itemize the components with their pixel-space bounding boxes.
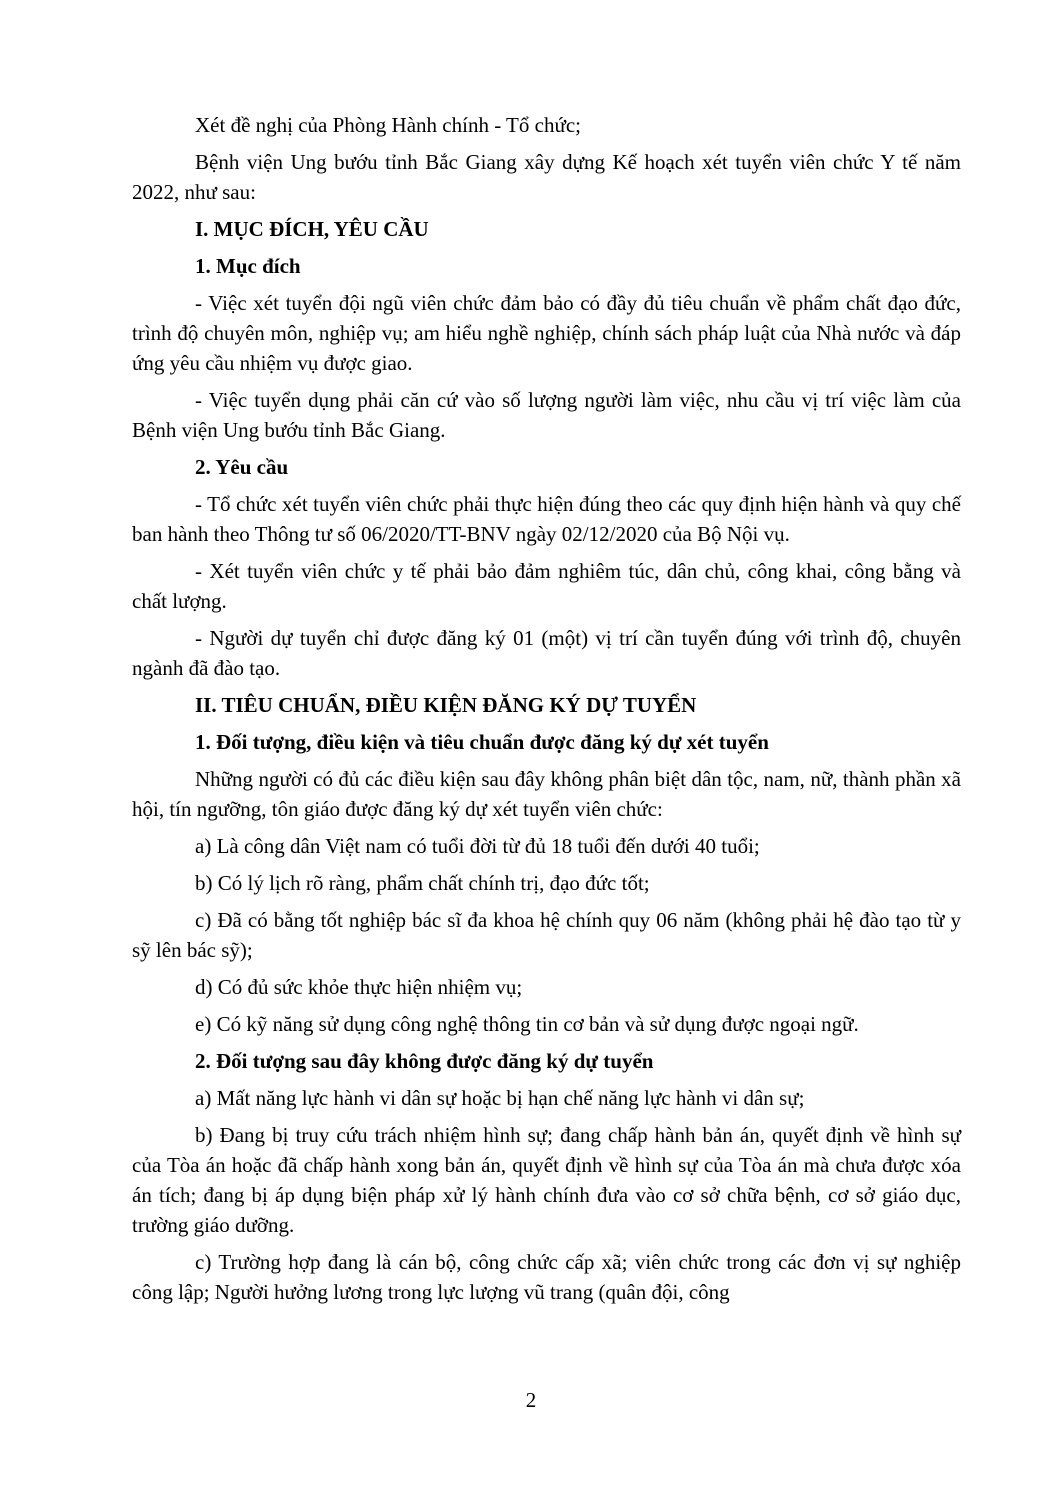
document-body	[132, 110, 961, 1314]
subheading-requirements: 2. Yêu cầu	[195, 455, 289, 479]
eligibility-item: e) Có kỹ năng sử dụng công nghệ thông tin cơ bản và sử dụng được ngoại ngữ.	[195, 1012, 859, 1036]
ineligibility-item: a) Mất năng lực hành vi dân sự hoặc bị hạn chế năng lực hành vi dân sự;	[195, 1086, 805, 1110]
requirement-item: - Người dự tuyển chỉ được đăng ký 01 (một) vị trí cần tuyển đúng với trình độ, chuyên ngành đã đào tạo.	[132, 626, 961, 680]
eligibility-intro: Những người có đủ các điều kiện sau đây không phân biệt dân tộc, nam, nữ, thành phần xã hội, tín ngưỡng, tôn giáo được đăng ký dự xét tuyển viên chức:	[132, 767, 961, 821]
ineligibility-item: c) Trường hợp đang là cán bộ, công chức cấp xã; viên chức trong các đơn vị sự nghiệp công lập; Người hưởng lương trong lực lượng vũ trang (quân đội, công	[132, 1250, 961, 1304]
purpose-item: - Việc xét tuyển đội ngũ viên chức đảm bảo có đầy đủ tiêu chuẩn về phẩm chất đạo đức, trình độ chuyên môn, nghiệp vụ; am hiểu nghề nghiệp, chính sách pháp luật của Nhà nước và đáp ứng yêu cầu nhiệm vụ được giao.	[132, 291, 961, 375]
subheading-purpose: 1. Mục đích	[195, 254, 301, 278]
subheading-ineligible-candidates: 2. Đối tượng sau đây không được đăng ký dự tuyển	[195, 1049, 654, 1073]
purpose-item: - Việc tuyển dụng phải căn cứ vào số lượng người làm việc, nhu cầu vị trí việc làm của Bệnh viện Ung bướu tỉnh Bắc Giang.	[132, 388, 961, 442]
section-heading-criteria: II. TIÊU CHUẨN, ĐIỀU KIỆN ĐĂNG KÝ DỰ TUYỂN	[195, 693, 697, 717]
section-heading-purpose-requirements: I. MỤC ĐÍCH, YÊU CẦU	[195, 217, 429, 241]
eligibility-item: c) Đã có bằng tốt nghiệp bác sĩ đa khoa hệ chính quy 06 năm (không phải hệ đào tạo từ y sỹ lên bác sỹ);	[132, 908, 961, 962]
eligibility-item: b) Có lý lịch rõ ràng, phẩm chất chính trị, đạo đức tốt;	[195, 871, 650, 895]
page-number: 2	[525, 1388, 537, 1412]
eligibility-item: a) Là công dân Việt nam có tuổi đời từ đủ 18 tuổi đến dưới 40 tuổi;	[195, 834, 760, 858]
requirement-item: - Tổ chức xét tuyển viên chức phải thực hiện đúng theo các quy định hiện hành và quy chế ban hành theo Thông tư số 06/2020/TT-BNV ngày 02/12/2020 của Bộ Nội vụ.	[132, 492, 961, 546]
plan-paragraph: Bệnh viện Ung bướu tỉnh Bắc Giang xây dựng Kế hoạch xét tuyển viên chức Y tế năm 2022, như sau:	[132, 150, 961, 204]
ineligibility-item: b) Đang bị truy cứu trách nhiệm hình sự; đang chấp hành bản án, quyết định về hình sự của Tòa án hoặc đã chấp hành xong bản án, quyết định về hình sự của Tòa án mà chưa được xóa án tích; đang bị áp dụng biện pháp xử lý hành chính đưa vào cơ sở chữa bệnh, cơ sở giáo dục, trường giáo dưỡng.	[132, 1123, 961, 1237]
requirement-item: - Xét tuyển viên chức y tế phải bảo đảm nghiêm túc, dân chủ, công khai, công bằng và chất lượng.	[132, 559, 961, 613]
subheading-eligible-candidates: 1. Đối tượng, điều kiện và tiêu chuẩn được đăng ký dự xét tuyển	[195, 730, 769, 754]
eligibility-item: d) Có đủ sức khỏe thực hiện nhiệm vụ;	[195, 975, 523, 999]
intro-paragraph: Xét đề nghị của Phòng Hành chính - Tổ chức;	[195, 113, 581, 137]
